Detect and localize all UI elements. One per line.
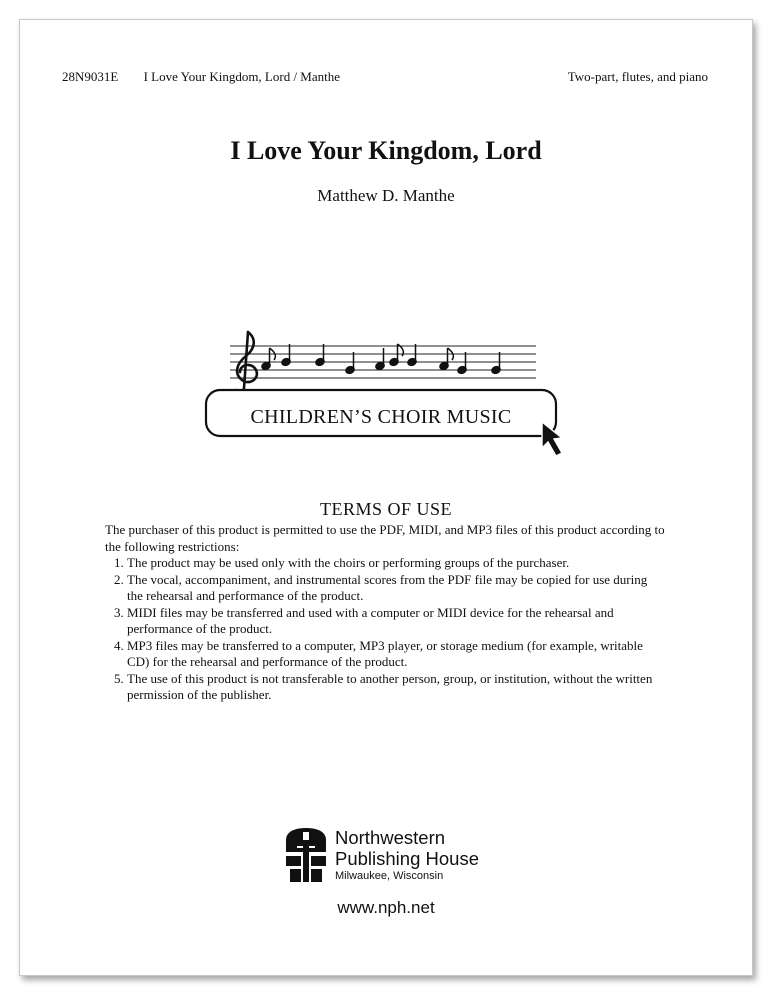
publisher-name-line2: Publishing House <box>335 848 479 869</box>
terms-list <box>105 555 665 704</box>
scoring: Two-part, flutes, and piano <box>567 69 708 84</box>
publisher-name-line1: Northwestern <box>335 827 446 848</box>
list-item: 4. MP3 files may be transferred to a computer, MP3 player, or storage medium (for example, writable CD) for the rehearsal and performance of the product. <box>127 638 665 671</box>
list-item: 1. The product may be used only with the choirs or performing groups of the purchaser. <box>127 555 665 572</box>
page-title: I Love Your Kingdom, Lord <box>230 136 542 165</box>
terms-heading: TERMS OF USE <box>319 499 453 519</box>
terms-intro: The purchaser of this product is permitted to use the PDF, MIDI, and MP3 files of this product according to the following restrictions: <box>105 522 665 554</box>
terms-of-use <box>105 522 665 704</box>
childrens-choir-music-logo <box>200 324 572 464</box>
composer: Matthew D. Manthe <box>317 186 455 205</box>
publisher-name <box>335 827 479 869</box>
logo-text: CHILDREN’S CHOIR MUSIC <box>250 406 512 428</box>
church-cross-icon <box>284 826 328 884</box>
treble-clef-icon <box>236 332 257 394</box>
list-item: 3. MIDI files may be transferred and used with a computer or MIDI device for the rehearsal and performance of the product. <box>127 605 665 638</box>
list-item: 2. The vocal, accompaniment, and instrumental scores from the PDF file may be copied for use during the rehearsal and performance of the product. <box>127 572 665 605</box>
list-item: 5. The use of this product is not transferable to another person, group, or institution, without the written permission of the publisher. <box>127 671 665 704</box>
work-reference: I Love Your Kingdom, Lord / Manthe <box>143 69 341 84</box>
header-left <box>62 69 340 85</box>
publisher-city: Milwaukee, Wisconsin <box>335 870 444 882</box>
catalog-code: 28N9031E <box>62 69 119 84</box>
publisher-url[interactable]: www.nph.net <box>337 898 435 917</box>
